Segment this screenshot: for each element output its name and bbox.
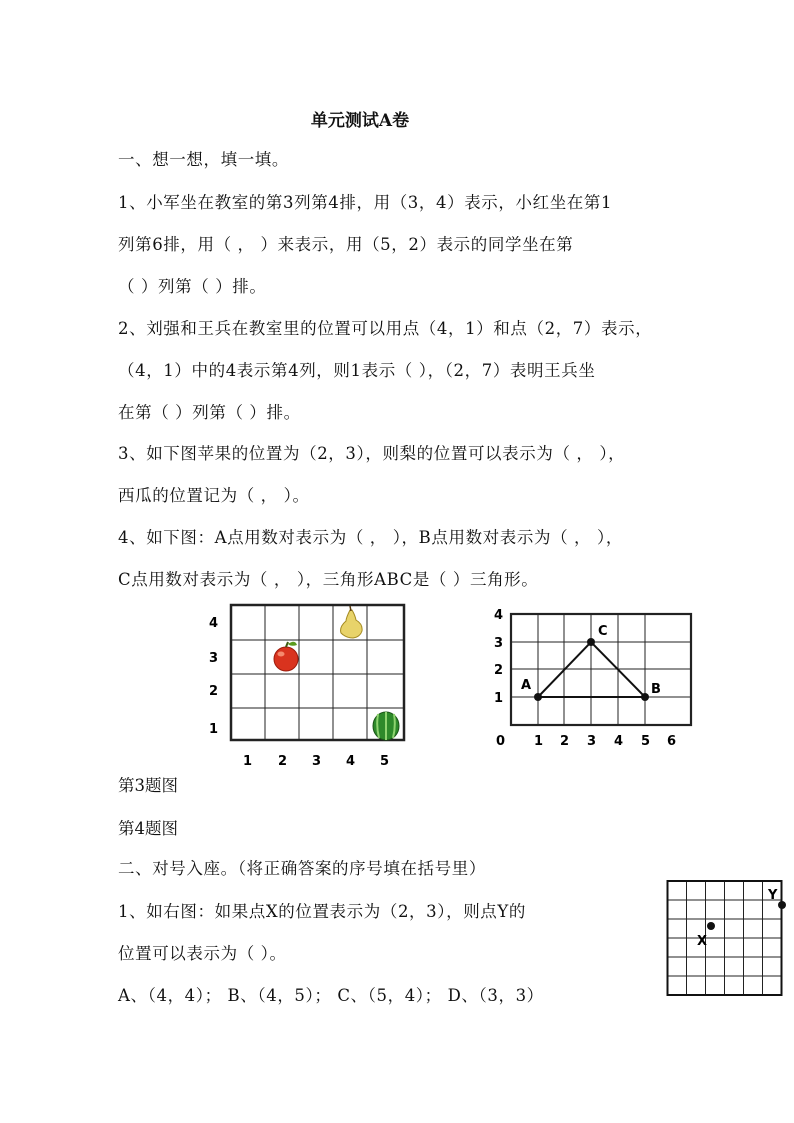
q1-line-1: 1、小军坐在教室的第3列第4排，用（3，4）表示，小红坐在第1 [118,193,613,212]
watermelon-icon [373,712,399,740]
point-x-marker [707,922,715,930]
section-1-heading: 一、想一想，填一填。 [118,150,289,169]
fig3-xtick: 5 [380,754,390,769]
q4-line-1: 4、如下图：A点用数对表示为（ ， ），B点用数对表示为（ ， ）， [118,528,623,547]
q1-line-3: （ ）列第（ ）排。 [118,277,267,296]
q4-line-2: C点用数对表示为（ ， ），三角形ABC是（ ）三角形。 [118,570,539,589]
point-c-marker [587,638,595,646]
point-c-label: C [598,624,608,639]
point-b-marker [641,693,649,701]
fig3-xtick: 1 [243,754,253,769]
fig3-grid [200,600,415,775]
point-y-marker [778,901,786,909]
fig4-ytick: 1 [494,691,504,706]
point-a-marker [534,693,542,701]
section-2-heading: 二、对号入座。（将正确答案的序号填在括号里） [118,859,486,878]
fig4-xtick: 4 [614,734,624,749]
point-a-label: A [521,678,532,693]
fig4-ytick: 3 [494,636,504,651]
q2-line-1: 2、刘强和王兵在教室里的位置可以用点（4，1）和点（2，7）表示， [118,319,653,338]
fig3-xtick: 4 [346,754,356,769]
page-title: 单元测试A卷 [310,111,410,131]
fig4-xtick: 3 [587,734,597,749]
fig4-ytick: 2 [494,663,504,678]
q1-line-2: 列第6排，用（ ， ）来表示，用（5，2）表示的同学坐在第 [118,235,574,254]
s2-q1-line-1: 1、如右图：如果点X的位置表示为（2，3），则点Y的 [118,902,526,921]
fig3-ytick: 4 [209,616,219,631]
fig3-ytick: 2 [209,684,219,699]
q3-line-1: 3、如下图苹果的位置为（2，3），则梨的位置可以表示为（ ， ）， [118,444,626,463]
q3-line-2: 西瓜的位置记为（ ， ）。 [118,486,310,505]
fig4-grid [488,603,693,751]
fig4-xtick: 2 [560,734,570,749]
q2-line-2: （4，1）中的4表示第4列，则1表示（ ），（2，7）表明王兵坐 [118,361,596,380]
s2-grid [664,878,790,1000]
fig4-xtick: 0 [496,734,506,749]
s2-options: A、（4，4）； B、（4，5）； C、（5，4）； D、（3，3） [118,986,544,1005]
apple-icon [274,642,298,671]
point-y-label: Y [768,888,778,903]
q2-line-3: 在第（ ）列第（ ）排。 [118,403,301,422]
fig4-xtick: 6 [667,734,677,749]
fig3-ytick: 3 [209,651,219,666]
fig4-ytick: 4 [494,608,504,623]
fig4-xtick: 5 [641,734,651,749]
s2-q1-line-2: 位置可以表示为（ ）。 [118,944,287,963]
point-x-label: X [697,934,708,949]
pear-icon [341,606,363,638]
fig4-xtick: 1 [534,734,544,749]
point-b-label: B [651,682,661,697]
fig3-ytick: 1 [209,722,219,737]
fig4-caption: 第4题图 [118,819,178,838]
fig3-xtick: 3 [312,754,322,769]
fig3-caption: 第3题图 [118,776,178,795]
fig3-xtick: 2 [278,754,288,769]
